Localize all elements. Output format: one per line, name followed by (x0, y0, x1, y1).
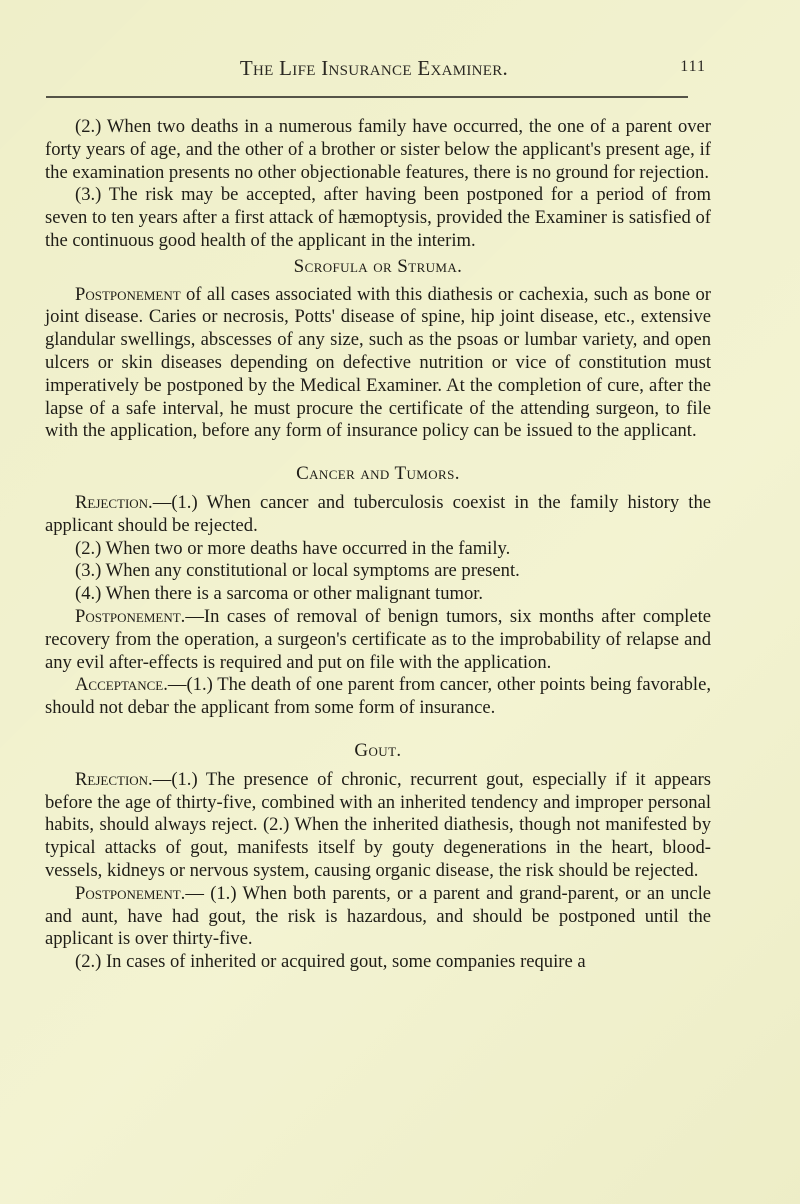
text-acceptance: —(1.) The death of one parent from cancer, other points being favorable, should not debar the applicant from some form of insurance. (45, 674, 711, 719)
header-rule (46, 96, 688, 98)
label-acceptance: Acceptance. (75, 674, 168, 696)
text-postponement: —In cases of removal of benign tumors, six months after complete recovery from the operation, a surgeon's certificate as to the improbability of relapse and any evil after-effects is required and put on file with the application. (45, 605, 711, 673)
section-heading-cancer: Cancer and Tumors. (296, 463, 460, 485)
paragraph-gout-item-2: (2.) In cases of inherited or acquired gout, some companies require a (75, 951, 586, 973)
label-rejection: Rejection. (75, 768, 153, 790)
text-postponement: — (1.) When both parents, or a parent and grand-parent, or an uncle and aunt, have had gout, the risk is hazardous, and should be postponed until the applicant is over thirty-five. (45, 882, 711, 950)
paragraph-intro-3: (3.) The risk may be accepted, after having been postponed for a period of from seven to ten years after a first attack of hæmoptysis, provided the Examiner is satisfied of the continuous good health of the applicant in the interim. (45, 184, 711, 251)
paragraph-intro-2: (2.) When two deaths in a numerous family have occurred, the one of a parent over forty years of age, and the other of a brother or sister below the applicant's present age, if the examination presents no other objectionable features, there is no ground for rejection. (45, 116, 711, 183)
paragraph-cancer-acceptance (45, 674, 711, 720)
label-postponement: Postponement (75, 283, 181, 305)
paragraph-cancer-postponement (45, 606, 711, 674)
list-item-cancer-4: (4.) When there is a sarcoma or other malignant tumor. (75, 583, 484, 605)
paragraph-gout-rejection (45, 769, 711, 883)
page-number: 111 (680, 58, 706, 75)
paragraph-cancer-rejection (45, 492, 711, 538)
paragraph-scrofula-postponement (45, 284, 711, 444)
list-item-cancer-2: (2.) When two or more deaths have occurred in the family. (75, 537, 511, 559)
section-heading-scrofula: Scrofula or Struma. (293, 255, 463, 277)
label-postponement: Postponement. (75, 882, 186, 904)
body-text (45, 116, 711, 974)
label-postponement: Postponement. (75, 605, 186, 627)
paragraph-gout-postponement (45, 883, 711, 951)
text-rejection: —(1.) When cancer and tuberculosis coexist in the family history the applicant should be rejected. (45, 491, 711, 536)
text-rejection: —(1.) The presence of chronic, recurrent gout, especially if it appears before the age of thirty-five, combined with an inherited tendency and improper personal habits, should always reject. (2.) When the inherited diathesis, though not manifested by typical attacks of gout, manifests itself by gouty degenerations in the heart, blood-vessels, kidneys or nervous system, causing organic disease, the risk should be rejected. (45, 768, 711, 881)
running-title: The Life Insurance Examiner. (239, 56, 509, 80)
text-postponement: of all cases associated with this diathesis or cachexia, such as bone or joint disease. Caries or necrosis, Potts' disease of spine, hip joint disease, etc., extensive glandular swellings, abscesses of any size, such as the psoas or lumbar variety, and open ulcers or skin diseases depending on defective nutrition or vice of constitution must imperatively be postponed by the Medical Examiner. At the completion of cure, after the lapse of a safe interval, he must procure the certificate of the attending surgeon, to file with the application, before any form of insurance policy can be issued to the applicant. (45, 283, 711, 442)
label-rejection: Rejection. (75, 491, 153, 513)
list-item-cancer-3: (3.) When any constitutional or local symptoms are present. (75, 560, 520, 582)
running-head (44, 56, 704, 86)
section-heading-gout: Gout. (354, 739, 402, 761)
